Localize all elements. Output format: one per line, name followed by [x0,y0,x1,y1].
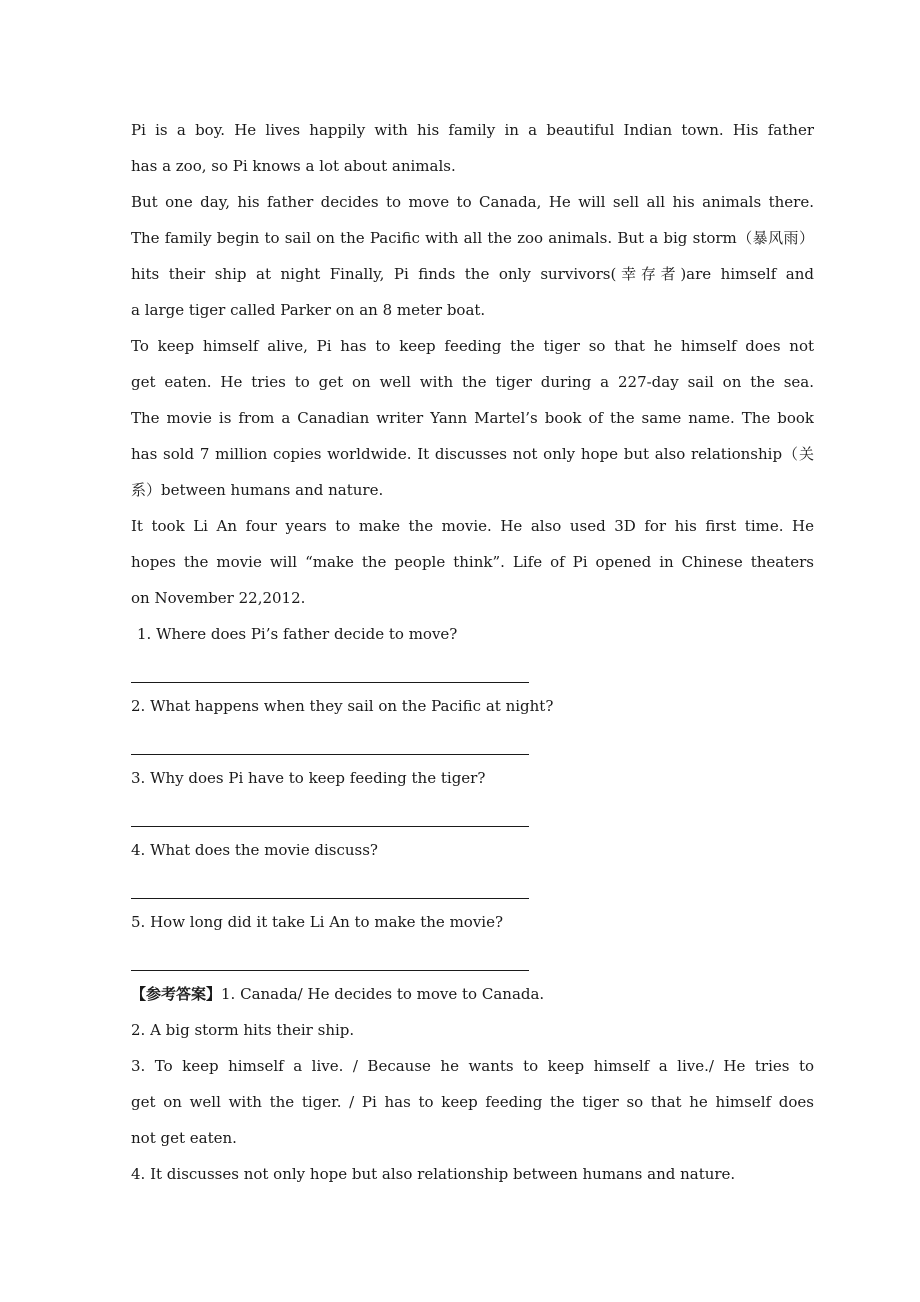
passage-line: The family begin to sail on the Pacific with all the zoo animals. But a big storm（暴风雨） [131,229,814,247]
passage-line: get eaten. He tries to get on well with the tiger during a 227-day sail on the sea. [131,373,814,391]
answer-3: 3. To keep himself a live. / Because he wants to keep himself a live./ He tries to [131,1057,814,1075]
answer-key-label: 【参考答案】 [131,985,222,1003]
answer-3-cont: get on well with the tiger. / Pi has to keep feeding the tiger so that he himself does [131,1093,814,1111]
passage-line: But one day, his father decides to move to Canada, He will sell all his animals there. [131,193,814,211]
answer-4: 4. It discusses not only hope but also relationship between humans and nature. [131,1165,736,1183]
passage [131,112,814,616]
answer-1: 1. Canada/ He decides to move to Canada. [221,985,545,1003]
answer-blank-4[interactable] [131,868,814,904]
answer-blank-1[interactable] [131,652,814,688]
passage-line: a large tiger called Parker on an 8 meter boat. [131,301,486,319]
answer-line [131,826,529,827]
passage-line: on November 22,2012. [131,589,306,607]
answer-blank-3[interactable] [131,796,814,832]
answer-3-end: not get eaten. [131,1129,237,1147]
question-4: 4. What does the movie discuss? [131,841,378,859]
answer-line [131,682,529,683]
passage-line: hopes the movie will “make the people think”. Life of Pi opened in Chinese theaters [131,553,814,571]
answer-line [131,898,529,899]
answer-key-line [131,976,814,1012]
answer-blank-2[interactable] [131,724,814,760]
passage-line: 系）between humans and nature. [131,481,384,499]
question-1: 1. Where does Pi’s father decide to move? [137,625,458,643]
passage-line: hits their ship at night Finally, Pi finds the only survivors(幸存者)are himself and [131,265,814,283]
passage-line: The movie is from a Canadian writer Yann Martel’s book of the same name. The book [131,409,814,427]
passage-line: To keep himself alive, Pi has to keep feeding the tiger so that he himself does not [131,337,814,355]
document-page [131,112,814,1192]
question-list [131,616,814,976]
passage-line: Pi is a boy. He lives happily with his family in a beautiful Indian town. His father [131,121,814,139]
question-3: 3. Why does Pi have to keep feeding the tiger? [131,769,486,787]
answer-line [131,970,529,971]
answer-key [131,976,814,1192]
passage-line: It took Li An four years to make the movie. He also used 3D for his first time. He [131,517,814,535]
answer-line [131,754,529,755]
passage-line: has sold 7 million copies worldwide. It discusses not only hope but also relationship（关 [131,445,814,463]
passage-line: has a zoo, so Pi knows a lot about animals. [131,157,456,175]
answer-2: 2. A big storm hits their ship. [131,1021,355,1039]
answer-blank-5[interactable] [131,940,814,976]
question-5: 5. How long did it take Li An to make the movie? [131,913,504,931]
question-2: 2. What happens when they sail on the Pacific at night? [131,697,554,715]
